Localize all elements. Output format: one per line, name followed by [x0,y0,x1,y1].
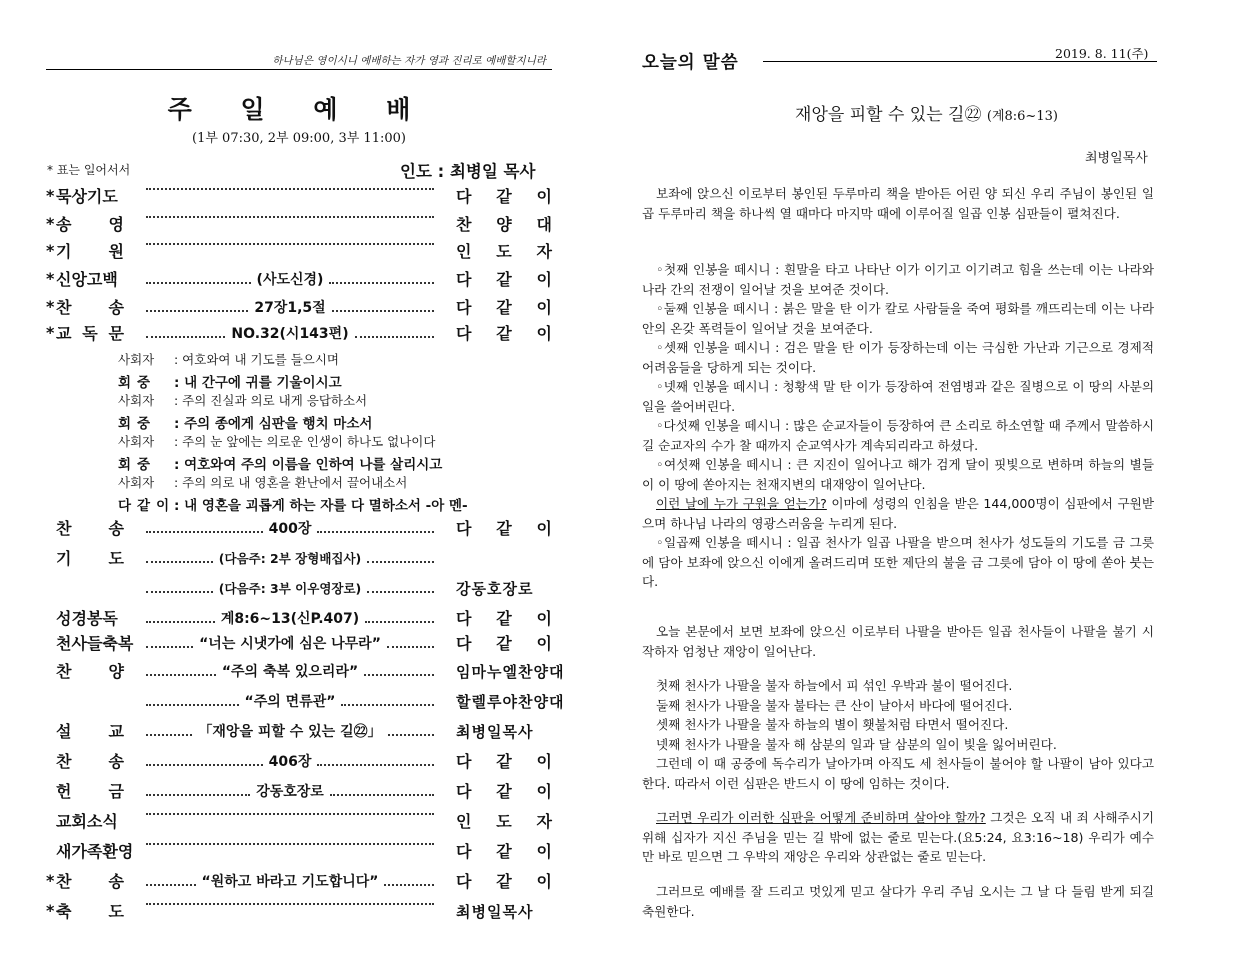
order-row [46,840,552,864]
order-row [46,720,552,744]
spaced-char: 다 [456,324,472,343]
spaced-char: 다 [456,609,472,628]
order-person [456,780,552,804]
responsive-line [118,412,372,432]
salvation-answer: 이마에 성령의 인침을 받은 144,000명이 심판에서 구원받으며 하나님 나라의 영광스러움을 누리게 된다. [642,496,1154,531]
order-leader-dots [140,240,440,242]
responsive-speaker: 회중 [118,375,157,391]
spaced-char: 자 [536,242,552,261]
order-label [56,213,124,237]
responsive-text: : 여호와여 내 기도를 들으시며 [174,352,340,367]
order-content: (다음주: 2부 장형배집사) [218,551,362,566]
order-person: 최병일목사 [456,723,534,741]
order-leader-dots [140,213,440,215]
spaced-char: 송 [108,519,124,538]
spaced-char: 이 [536,872,552,891]
order-person [456,322,552,346]
order-row [46,547,552,571]
order-row [46,870,552,894]
order-row [46,607,552,631]
spaced-char: 도 [108,902,124,921]
order-content: 400장 [268,521,312,537]
order-person [456,870,552,894]
responsive-line [118,371,342,391]
spaced-char: 다 [456,782,472,801]
responsive-text: : 여호와여 주의 이름을 인하여 나를 살리시고 [174,457,443,473]
spaced-char: 기 [56,242,72,261]
spaced-char: 인 [456,242,472,261]
spaced-char: 같 [496,634,512,653]
responsive-text: : 내 간구에 귀를 기울이시고 [174,375,342,391]
today-paragraph [642,622,1154,661]
spaced-char: 교 [56,324,72,343]
spaced-char: 송 [108,298,124,317]
spaced-char: 다 [456,872,472,891]
prepare-paragraph [642,808,1154,867]
sermon-title-text: 재앙을 피할 수 있는 길㉒ [795,105,982,125]
todays-word-header: 오늘의 말씀 [642,53,739,73]
sermon-author: 최병일목사 [1085,151,1148,166]
order-leader-dots [140,870,440,894]
seal-4: ◦넷째 인봉을 떼시니 : 청황색 말 탄 이가 등장하여 전염병과 같은 질병으로 이 땅의 사분의 일을 쓸어버린다. [642,379,1154,414]
motto: 하나님은 영이시니 예배하는 자가 영과 진리로 예배할지니라 [272,55,546,67]
order-person [456,185,552,209]
spaced-char: 찬 [456,215,472,234]
responsive-speaker: 사회자 [118,393,155,408]
seal-2: ◦둘째 인봉을 떼시니 : 붉은 말을 탄 이가 칼로 사람들을 죽여 평화를 깨뜨리는데 이는 나라 안의 온갖 폭력들이 일어날 것을 보여준다. [642,301,1154,336]
order-person [456,810,552,834]
order-leader-dots [140,810,440,812]
spaced-char: 같 [496,609,512,628]
seal-5: ◦다섯째 인봉을 떼시니 : 많은 순교자들이 등장하여 큰 소리로 하소연할 때 주께서 말씀하시길 순교자의 수가 찰 때까지 순교역사가 계속되리라고 하셨다. [642,418,1154,453]
order-leader-dots [140,750,440,774]
responsive-line [118,473,407,491]
standing-mark: * [46,214,55,233]
order-person: 할렐루야찬양대 [456,693,565,711]
order-label: 신앙고백 [56,270,118,289]
order-label [56,870,124,894]
order-label: 교회소식 [56,812,118,831]
order-leader-dots [140,607,440,631]
responsive-text: : 주의 종에게 심판을 행치 마소서 [174,416,373,432]
spaced-char: 이 [536,519,552,538]
spaced-char: 같 [496,782,512,801]
responsive-line [118,453,442,473]
responsive-speaker: 회중 [118,457,157,473]
order-person [456,213,552,237]
spaced-char: 교 [108,722,124,741]
order-row [46,780,552,804]
order-person [456,240,552,264]
order-person [456,840,552,864]
order-content: 27장1,5절 [254,300,326,316]
responsive-text: : 주의 눈 앞에는 의로운 인생이 하나도 없나이다 [174,434,436,449]
order-leader-dots [140,900,440,902]
spaced-char: 다 [456,519,472,538]
spaced-char: 다 [456,187,472,206]
standing-mark: * [46,241,55,260]
spaced-char: 이 [536,609,552,628]
spaced-char: 송 [56,215,72,234]
order-leader-dots [140,577,440,601]
sermon-title [615,100,1238,125]
order-label [56,720,124,744]
order-content: 「재앙을 피할 수 있는 길㉒」 [198,724,382,740]
motto-divider [46,69,552,70]
standing-note: * 표는 일어서서 [47,163,131,177]
order-row [46,660,565,684]
worship-title: 주 일 예 배 [167,95,431,124]
seal-6: ◦여섯째 인봉을 떼시니 : 큰 지진이 일어나고 해가 검게 달이 핏빛으로 변하며 하늘의 별들이 이 땅에 쏟아지는 천재지변의 대재앙이 일어난다. [642,457,1154,492]
spaced-char: 같 [496,872,512,891]
order-label [56,296,124,320]
spaced-char: 찬 [56,298,72,317]
standing-mark: * [46,297,55,316]
spaced-char: 헌 [56,782,72,801]
spaced-char: 문 [108,324,124,343]
spaced-char: 다 [456,842,472,861]
spaced-char: 같 [496,752,512,771]
spaced-char: 찬 [56,662,72,681]
order-content: “원하고 바라고 기도합니다” [201,874,379,890]
order-person [456,632,552,656]
order-leader-dots [140,185,440,187]
spaced-char: 다 [456,270,472,289]
order-person: 최병일목사 [456,903,534,921]
order-row [46,185,552,209]
order-label: 천사들축복 [56,634,134,653]
order-label [56,780,124,804]
seal-3: ◦셋째 인봉을 떼시니 : 검은 말을 탄 이가 등장하는데 이는 극심한 가난과 기근으로 경제적 어려움들을 당하게 되는 것이다. [642,340,1154,375]
spaced-char: 이 [536,634,552,653]
spaced-char: 찬 [56,519,72,538]
spaced-char: 이 [536,324,552,343]
trumpet-1: 첫째 천사가 나팔을 불자 하늘에서 피 섞인 우박과 불이 떨어진다. [656,678,1013,693]
closing-text: 그러므로 예배를 잘 드리고 멋있게 믿고 살다가 우리 주님 오시는 그 날 다 들림 받게 되길 축원한다. [642,884,1154,919]
today-text: 오늘 본문에서 보면 보좌에 앉으신 이로부터 나팔을 받아든 일곱 천사들이 나팔을 불기 시작하자 엄청난 재앙이 일어난다. [642,624,1154,659]
spaced-char: 같 [496,519,512,538]
order-label [56,517,124,541]
order-content: 406장 [268,754,312,770]
responsive-text: : 주의 의로 내 영혼을 환난에서 끌어내소서 [174,475,408,490]
responsive-speaker: 사회자 [118,475,155,490]
order-label: 묵상기도 [56,187,118,206]
spaced-char: 송 [108,872,124,891]
responsive-line [118,391,367,409]
order-leader-dots [140,632,440,656]
order-row [46,268,552,292]
spaced-char: 같 [496,187,512,206]
responsive-speaker: 사회자 [118,434,155,449]
spaced-char: 이 [536,752,552,771]
spaced-char: 기 [56,549,72,568]
order-leader-dots [140,660,440,684]
standing-mark: * [46,323,55,342]
seals-paragraph [642,260,1154,592]
trumpet-4: 넷째 천사가 나팔을 불자 해 삼분의 일과 달 삼분의 일이 빛을 잃어버린다. [656,736,1057,752]
order-row [46,810,552,834]
spaced-char: 양 [496,215,512,234]
service-times: (1부 07:30, 2부 09:00, 3부 11:00) [192,131,406,146]
order-leader-dots [140,322,440,346]
spaced-char: 찬 [56,752,72,771]
order-leader-dots [140,517,440,541]
order-label [56,240,124,264]
responsive-speaker: 회중 [118,416,157,432]
order-content: 계8:6~13(신P.407) [220,611,360,627]
order-row [46,296,552,320]
order-label [56,900,124,924]
seal-7: ◦일곱째 인봉을 떼시니 : 일곱 천사가 일곱 나팔을 받으며 천사가 성도들의 기도를 금 그릇에 담아 보좌에 앉으신 이에게 올려드리며 또한 제단의 불을 금 그릇에 담아 이 땅에 쏟아 붓는다. [642,535,1154,589]
responsive-speaker: 사회자 [118,352,155,367]
spaced-char: 독 [82,324,98,343]
order-content: “주의 축복 있으리라” [221,664,359,680]
trumpet-2: 둘째 천사가 나팔을 불자 불타는 큰 산이 날아서 바다에 떨어진다. [656,697,1013,713]
order-content: (사도신경) [256,272,324,288]
trumpet-3: 셋째 천사가 나팔을 불자 하늘의 별이 횃불처럼 타면서 떨어진다. [656,717,1009,732]
order-leader-dots [140,547,440,571]
standing-mark: * [46,901,55,920]
spaced-char: 찬 [56,872,72,891]
salvation-question-paragraph [642,494,1154,533]
order-leader-dots [140,780,440,804]
trumpets-paragraph [642,676,1154,793]
service-leader: 인도 : 최병일 목사 [400,162,536,181]
order-row [46,240,552,264]
order-row [46,900,552,924]
order-content: 강동호장로 [256,784,324,800]
order-label [56,660,124,684]
standing-mark: * [46,186,55,205]
order-leader-dots [140,296,440,320]
order-row [46,213,552,237]
closing-paragraph [642,882,1154,921]
order-person: 임마누엘찬양대 [456,663,565,681]
order-person [456,517,552,541]
bulletin-date: 2019. 8. 11(주) [1055,46,1149,61]
sermon-reference: (계8:6~13) [986,109,1058,124]
prepare-question: 그러면 우리가 이러한 심판을 어떻게 준비하며 살아야 할까? [656,810,986,825]
order-content: NO.32(시143편) [231,326,349,342]
order-leader-dots [140,720,440,744]
standing-mark: * [46,871,55,890]
order-label [56,750,124,774]
order-leader-dots [140,840,440,842]
order-row [46,632,552,656]
spaced-char: 다 [456,752,472,771]
order-leader-dots [140,268,440,292]
spaced-char: 송 [108,752,124,771]
standing-mark: * [46,269,55,288]
spaced-char: 다 [456,634,472,653]
order-person: 강동호장로 [456,580,534,598]
order-row [46,577,552,601]
responsive-speaker: 다같이 [118,498,176,514]
spaced-char: 대 [536,215,552,234]
order-content: “주의 면류관” [244,694,336,710]
prepare-text [642,808,1154,867]
order-person [456,296,552,320]
sermon-page [615,0,1238,973]
responsive-text: : 주의 진실과 의로 내게 응답하소서 [174,393,368,408]
order-row [46,322,552,346]
spaced-char: 자 [536,812,552,831]
order-label: 새가족환영 [56,842,134,861]
responsive-text: : 내 영혼을 괴롭게 하는 자를 다 멸하소서 -아 멘- [174,498,468,514]
order-content: “너는 시냇가에 심은 나무라” [199,636,381,652]
then-text: 그런데 이 때 공중에 독수리가 날아가며 아직도 세 천사들이 불어야 할 나팔이 남아 있다고 한다. 따라서 이런 심판은 반드시 이 땅에 임하는 것이다. [642,756,1154,791]
worship-order-page [0,0,600,973]
order-row [46,750,552,774]
spaced-char: 원 [108,242,124,261]
prepare-answer: 그것은 오직 내 죄 사해주시기 위해 십자가 지신 주님을 믿는 길 밖에 없는 줄로 믿는다.(요5:24, 요3:16~18) 우리가 예수만 바로 믿으면 그 우박의 재앙은 우리와 상관없는 줄로 믿는다. [642,810,1154,864]
spaced-char: 같 [496,270,512,289]
order-label: 성경봉독 [56,609,118,628]
order-row [46,690,565,714]
spaced-char: 설 [56,722,72,741]
responsive-line [118,350,339,368]
spaced-char: 도 [108,549,124,568]
order-content: (다음주: 3부 이우영장로) [218,581,362,596]
seal-1: ◦첫째 인봉을 떼시니 : 흰말을 타고 나타난 이가 이기고 이기려고 힘을 쓰는데 이는 나라와 나라 간의 전쟁이 일어날 것을 보여준 것이다. [642,262,1154,297]
spaced-char: 금 [108,782,124,801]
intro-text: 보좌에 앉으신 이로부터 봉인된 두루마리 책을 받아든 어린 양 되신 우리 주님이 봉인된 일곱 두루마리 책을 하나씩 열 때마다 마지막 때에 이루어질 일곱 인봉 심판들이 펼쳐진다. [642,186,1154,221]
order-person [456,268,552,292]
spaced-char: 양 [108,662,124,681]
spaced-char: 이 [536,270,552,289]
intro-paragraph [642,184,1154,223]
order-label [56,322,124,346]
spaced-char: 같 [496,298,512,317]
spaced-char: 이 [536,187,552,206]
spaced-char: 도 [496,812,512,831]
order-person [456,750,552,774]
spaced-char: 이 [536,298,552,317]
spaced-char: 이 [536,782,552,801]
spaced-char: 인 [456,812,472,831]
order-label [56,547,124,571]
order-person [456,607,552,631]
responsive-line [118,494,468,514]
spaced-char: 다 [456,298,472,317]
spaced-char: 이 [536,842,552,861]
order-row [46,517,552,541]
responsive-line [118,432,435,450]
salvation-question: 이런 날에 누가 구원을 얻는가? [656,496,827,511]
spaced-char: 축 [56,902,72,921]
order-leader-dots [140,690,440,714]
spaced-char: 도 [496,242,512,261]
spaced-char: 같 [496,324,512,343]
spaced-char: 영 [108,215,124,234]
spaced-char: 같 [496,842,512,861]
